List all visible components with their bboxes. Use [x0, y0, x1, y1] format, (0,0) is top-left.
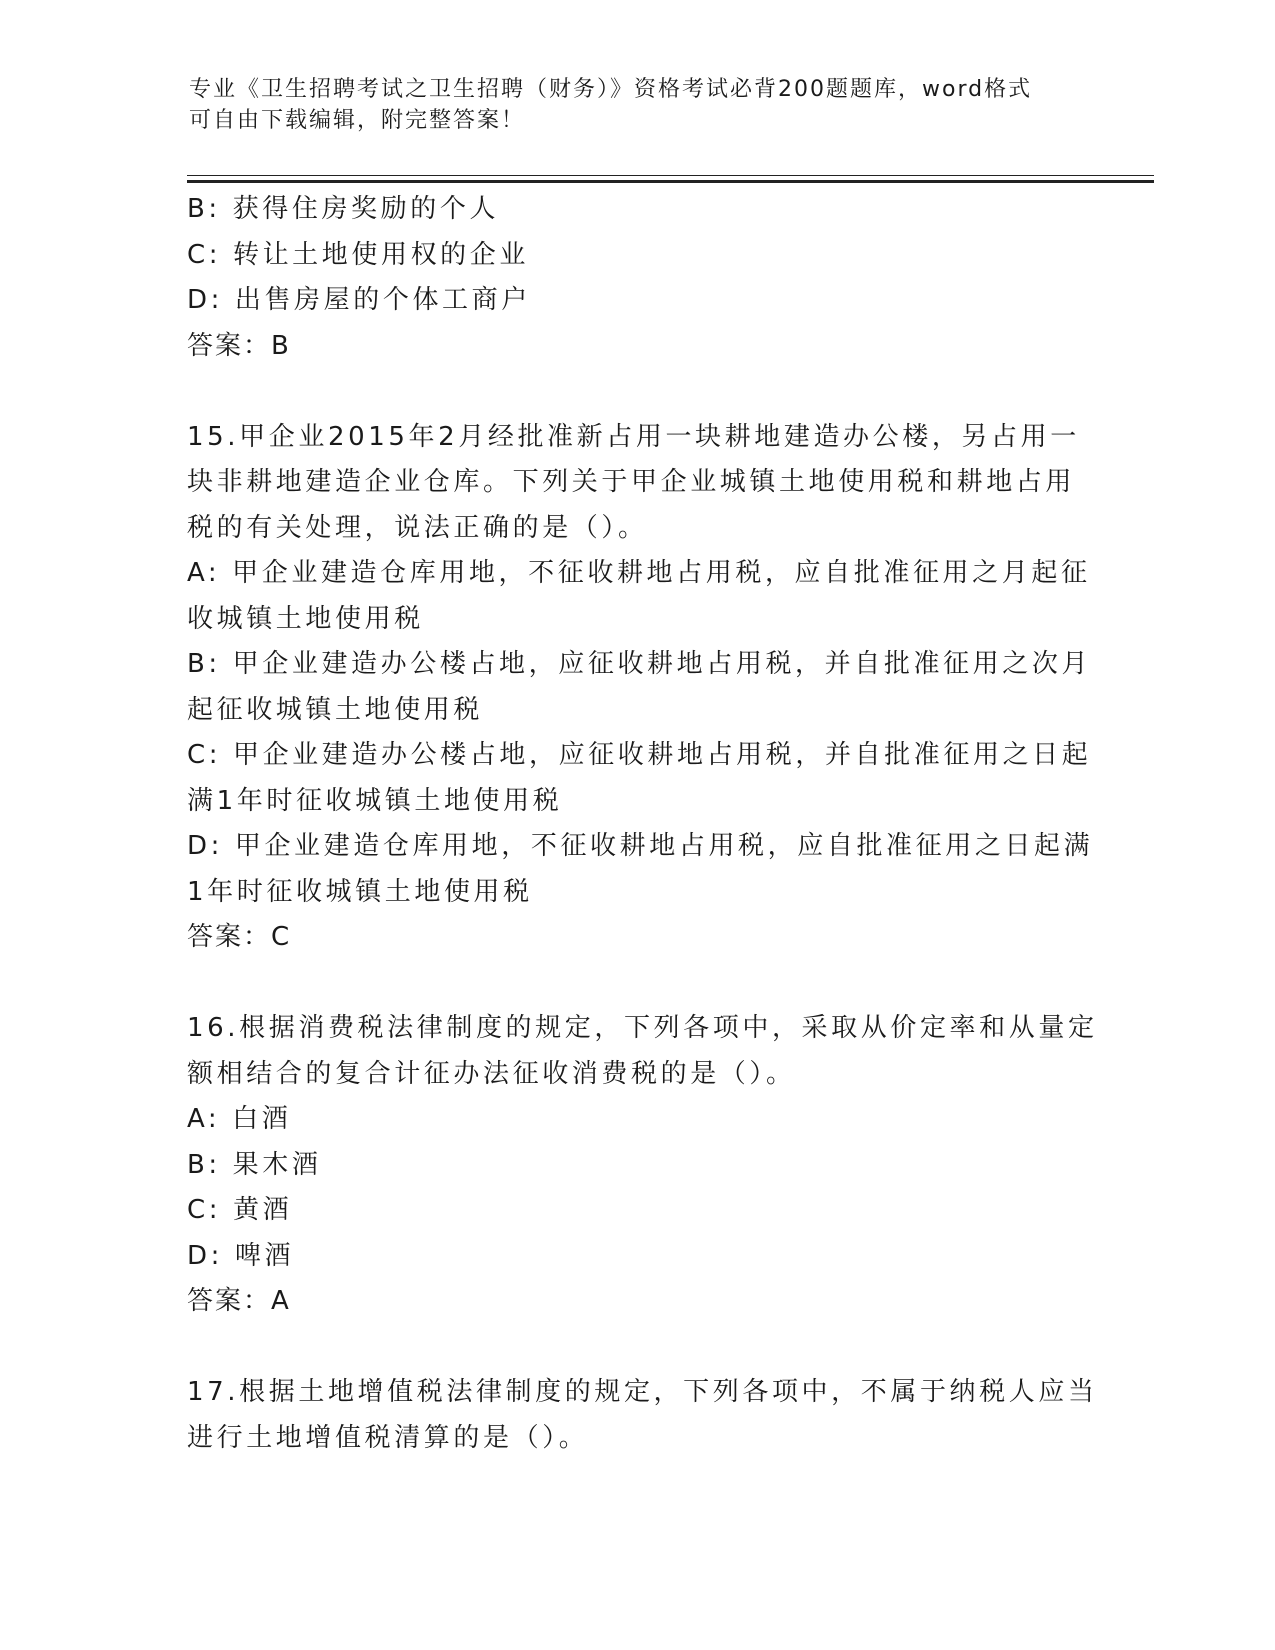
answer-line: 答案：A: [187, 1286, 291, 1316]
question-16: [187, 1006, 1098, 1325]
header-line-1: 专业《卫生招聘考试之卫生招聘（财务）》资格考试必背200题题库，word格式: [189, 77, 1033, 102]
question-stem-line: 15.甲企业2015年2月经批准新占用一块耕地建造办公楼，另占用一: [187, 421, 1080, 452]
answer-line: 答案：C: [187, 922, 292, 952]
question-stem-line: 16.根据消费税法律制度的规定，下列各项中，采取从价定率和从量定: [187, 1013, 1098, 1043]
option-c-continued: 满1年时征收城镇土地使用税: [187, 785, 563, 816]
question-stem-line: 进行土地增值税清算的是（）。: [187, 1422, 589, 1453]
option-a-continued: 收城镇土地使用税: [187, 603, 424, 634]
option-d-continued: 1年时征收城镇土地使用税: [187, 876, 533, 907]
question-gap: [187, 1325, 1077, 1371]
option-b-continued: 起征收城镇土地使用税: [187, 694, 484, 725]
option-c: C: 转让土地使用权的企业: [187, 239, 529, 270]
option-a: A: 白酒: [187, 1104, 292, 1134]
question-17: [187, 1370, 1098, 1461]
header-divider-thin: [187, 175, 1154, 176]
question-stem-line: 17.根据土地增值税法律制度的规定，下列各项中，不属于纳税人应当: [187, 1377, 1098, 1407]
header-divider-thick: [187, 180, 1154, 183]
question-stem-line: 税的有关处理，说法正确的是（）。: [187, 512, 648, 543]
question-gap: [187, 961, 1077, 1007]
answer-line: 答案：B: [187, 330, 291, 361]
question-stem-line: 块非耕地建造企业仓库。下列关于甲企业城镇土地使用税和耕地占用: [187, 467, 1076, 497]
option-b: B: 甲企业建造办公楼占地，应征收耕地占用税，并自批准征用之次月: [187, 649, 1092, 679]
question-14-tail: [187, 187, 1077, 369]
document-header: [189, 74, 1089, 136]
option-b: B: 获得住房奖励的个人: [187, 194, 500, 224]
option-c: C: 黄酒: [187, 1195, 293, 1225]
header-line-2: 可自由下载编辑，附完整答案！: [189, 108, 526, 133]
option-b: B: 果木酒: [187, 1149, 322, 1180]
option-d: D: 甲企业建造仓库用地，不征收耕地占用税，应自批准征用之日起满: [187, 831, 1094, 861]
option-d: D: 出售房屋的个体工商户: [187, 285, 531, 315]
question-stem-line: 额相结合的复合计征办法征收消费税的是（）。: [187, 1058, 796, 1089]
option-c: C: 甲企业建造办公楼占地，应征收耕地占用税，并自批准征用之日起: [187, 740, 1092, 770]
question-15: [187, 415, 1094, 961]
option-d: D: 啤酒: [187, 1240, 295, 1271]
question-gap: [187, 369, 1077, 415]
option-a: A: 甲企业建造仓库用地，不征收耕地占用税，应自批准征用之月起征: [187, 558, 1091, 588]
document-body: [187, 187, 1098, 1461]
